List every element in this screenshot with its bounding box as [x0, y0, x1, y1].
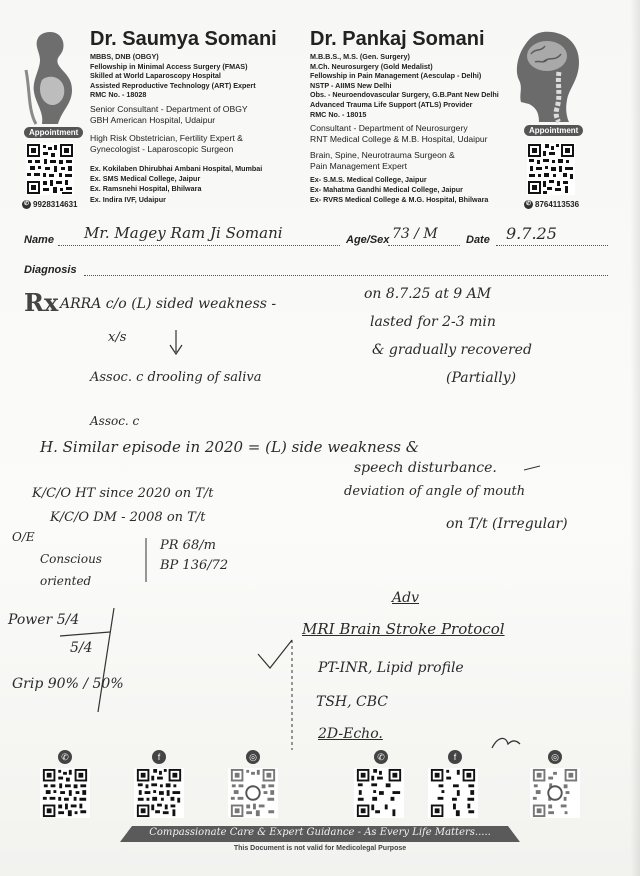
rx-line: K/C/O DM - 2008 on T/t: [50, 510, 206, 525]
rx-line: K/C/O HT since 2020 on T/t: [32, 486, 214, 501]
ex-line: Ex. SMS Medical College, Jaipur: [90, 174, 201, 184]
left-phone-number: 9928314631: [33, 200, 78, 209]
credential-line: Advanced Trauma Life Support (ATLS) Provider: [310, 99, 473, 109]
instagram-icon[interactable]: ◎: [246, 750, 260, 764]
age-sex-value: 73 / M: [392, 226, 438, 242]
rx-line: Assoc. c drooling of saliva: [90, 370, 262, 385]
whatsapp-qr-icon[interactable]: [354, 768, 404, 818]
rx-symbol: Rx: [24, 288, 59, 317]
phone-icon: ✆: [23, 201, 30, 208]
rx-line: on T/t (Irregular): [446, 516, 568, 532]
patient-name: Mr. Magey Ram Ji Somani: [84, 224, 283, 242]
facebook-qr-icon[interactable]: [134, 768, 184, 818]
left-doctor-name: Dr. Saumya Somani: [90, 28, 277, 50]
rx-line: TSH, CBC: [316, 694, 389, 710]
rx-line: Adv: [392, 590, 419, 606]
rx-line: Power 5/4: [8, 612, 80, 628]
ex-line: Ex- RVRS Medical College & M.G. Hospital, Bhilwara: [310, 195, 489, 205]
ex-line: Ex. Ramsnehi Hospital, Bhilwara: [90, 184, 202, 194]
ex-line: Ex- S.M.S. Medical College, Jaipur: [310, 175, 427, 184]
footer-note: This Document is not valid for Medicolegal Purpose: [233, 845, 407, 852]
credential-line: RMC No. - 18028: [90, 90, 147, 100]
credential-line: NSTP - AIIMS New Delhi: [310, 80, 392, 90]
left-appointment-badge: Appointment: [24, 127, 83, 138]
rx-line: H. Similar episode in 2020 = (L) side weakness &: [40, 438, 420, 456]
rx-line: & gradually recovered: [372, 342, 532, 358]
instagram-qr-icon[interactable]: [530, 768, 580, 818]
ex-line: Ex- Mahatma Gandhi Medical College, Jaipur: [310, 185, 463, 195]
rx-line: 5/4: [70, 640, 93, 656]
instagram-qr-icon[interactable]: [228, 768, 278, 818]
rx-line: PR 68/m: [160, 538, 216, 553]
facebook-icon[interactable]: f: [448, 750, 462, 764]
rx-line: PT-INR, Lipid profile: [318, 660, 464, 676]
role-line: RNT Medical College & M.B. Hospital, Udaipur: [310, 134, 488, 144]
date-value: 9.7.25: [506, 224, 557, 243]
rx-line: Conscious: [40, 552, 102, 566]
credential-line: Fellowship in Pain Management (Aesculap - Delhi): [310, 71, 482, 81]
phone-icon: ✆: [525, 201, 532, 208]
facebook-icon[interactable]: f: [152, 750, 166, 764]
credential-line: M.B.B.S., M.S. (Gen. Surgery): [310, 52, 410, 61]
credential-line: M.Ch. Neurosurgery (Gold Medalist): [310, 61, 433, 71]
credential-line: Assisted Reproductive Technology (ART) Expert: [90, 80, 256, 90]
role-line: Gynecologist - Laparoscopic Surgeon: [90, 144, 234, 154]
name-label: Name: [24, 234, 54, 246]
rx-line: Assoc. c: [90, 414, 140, 428]
rx-line: deviation of angle of mouth: [344, 484, 526, 499]
credential-line: MBBS, DNB (OBGY): [90, 52, 159, 61]
rx-line: ARRA c/o (L) sided weakness -: [60, 296, 277, 312]
age-sex-label: Age/Sex: [346, 234, 390, 246]
whatsapp-qr-icon[interactable]: [40, 768, 90, 818]
role-line: High Risk Obstetrician, Fertility Expert &: [90, 133, 243, 143]
credential-line: RMC No. - 18015: [310, 109, 367, 119]
rx-line: (Partially): [446, 370, 517, 386]
credential-line: Fellowship in Minimal Access Surgery (FMAS): [90, 61, 248, 71]
credential-line: Obs. - Neuroendovascular Surgery, G.B.Pant New Delhi: [310, 90, 499, 100]
facebook-qr-icon[interactable]: [428, 768, 478, 818]
rx-line: speech disturbance.: [354, 460, 497, 476]
whatsapp-icon[interactable]: ✆: [58, 750, 72, 764]
role-line: Pain Management Expert: [310, 161, 407, 171]
rx-line: lasted for 2-3 min: [370, 314, 496, 330]
whatsapp-icon[interactable]: ✆: [374, 750, 388, 764]
role-line: Brain, Spine, Neurotrauma Surgeon &: [310, 150, 455, 160]
rx-line: O/E: [12, 530, 35, 544]
role-line: Senior Consultant - Department of OBGY: [90, 104, 248, 114]
ex-line: Ex. Kokilaben Dhirubhai Ambani Hospital, Mumbai: [90, 164, 263, 173]
instagram-icon[interactable]: ◎: [548, 750, 562, 764]
rx-line: oriented: [40, 574, 92, 588]
ex-line: Ex. Indira IVF, Udaipur: [90, 194, 166, 204]
rx-line: 2D-Echo.: [318, 726, 383, 742]
rx-line: Grip 90% / 50%: [12, 676, 124, 692]
right-phone-number: 8764113536: [535, 200, 580, 209]
role-line: Consultant - Department of Neurosurgery: [310, 123, 468, 133]
rx-line: x/s: [108, 330, 127, 345]
right-appointment-badge: Appointment: [524, 125, 583, 136]
rx-line: BP 136/72: [160, 558, 229, 573]
rx-line: MRI Brain Stroke Protocol: [302, 620, 505, 638]
diagnosis-label: Diagnosis: [24, 264, 77, 276]
right-doctor-name: Dr. Pankaj Somani: [310, 28, 485, 50]
rx-line: on 8.7.25 at 9 AM: [364, 286, 492, 302]
credential-line: Skilled at World Laparoscopy Hospital: [90, 71, 221, 81]
role-line: GBH American Hospital, Udaipur: [90, 115, 216, 125]
date-label: Date: [466, 234, 490, 246]
footer-banner-text: Compassionate Care & Expert Guidance - As Every Life Matters.....: [149, 827, 491, 838]
